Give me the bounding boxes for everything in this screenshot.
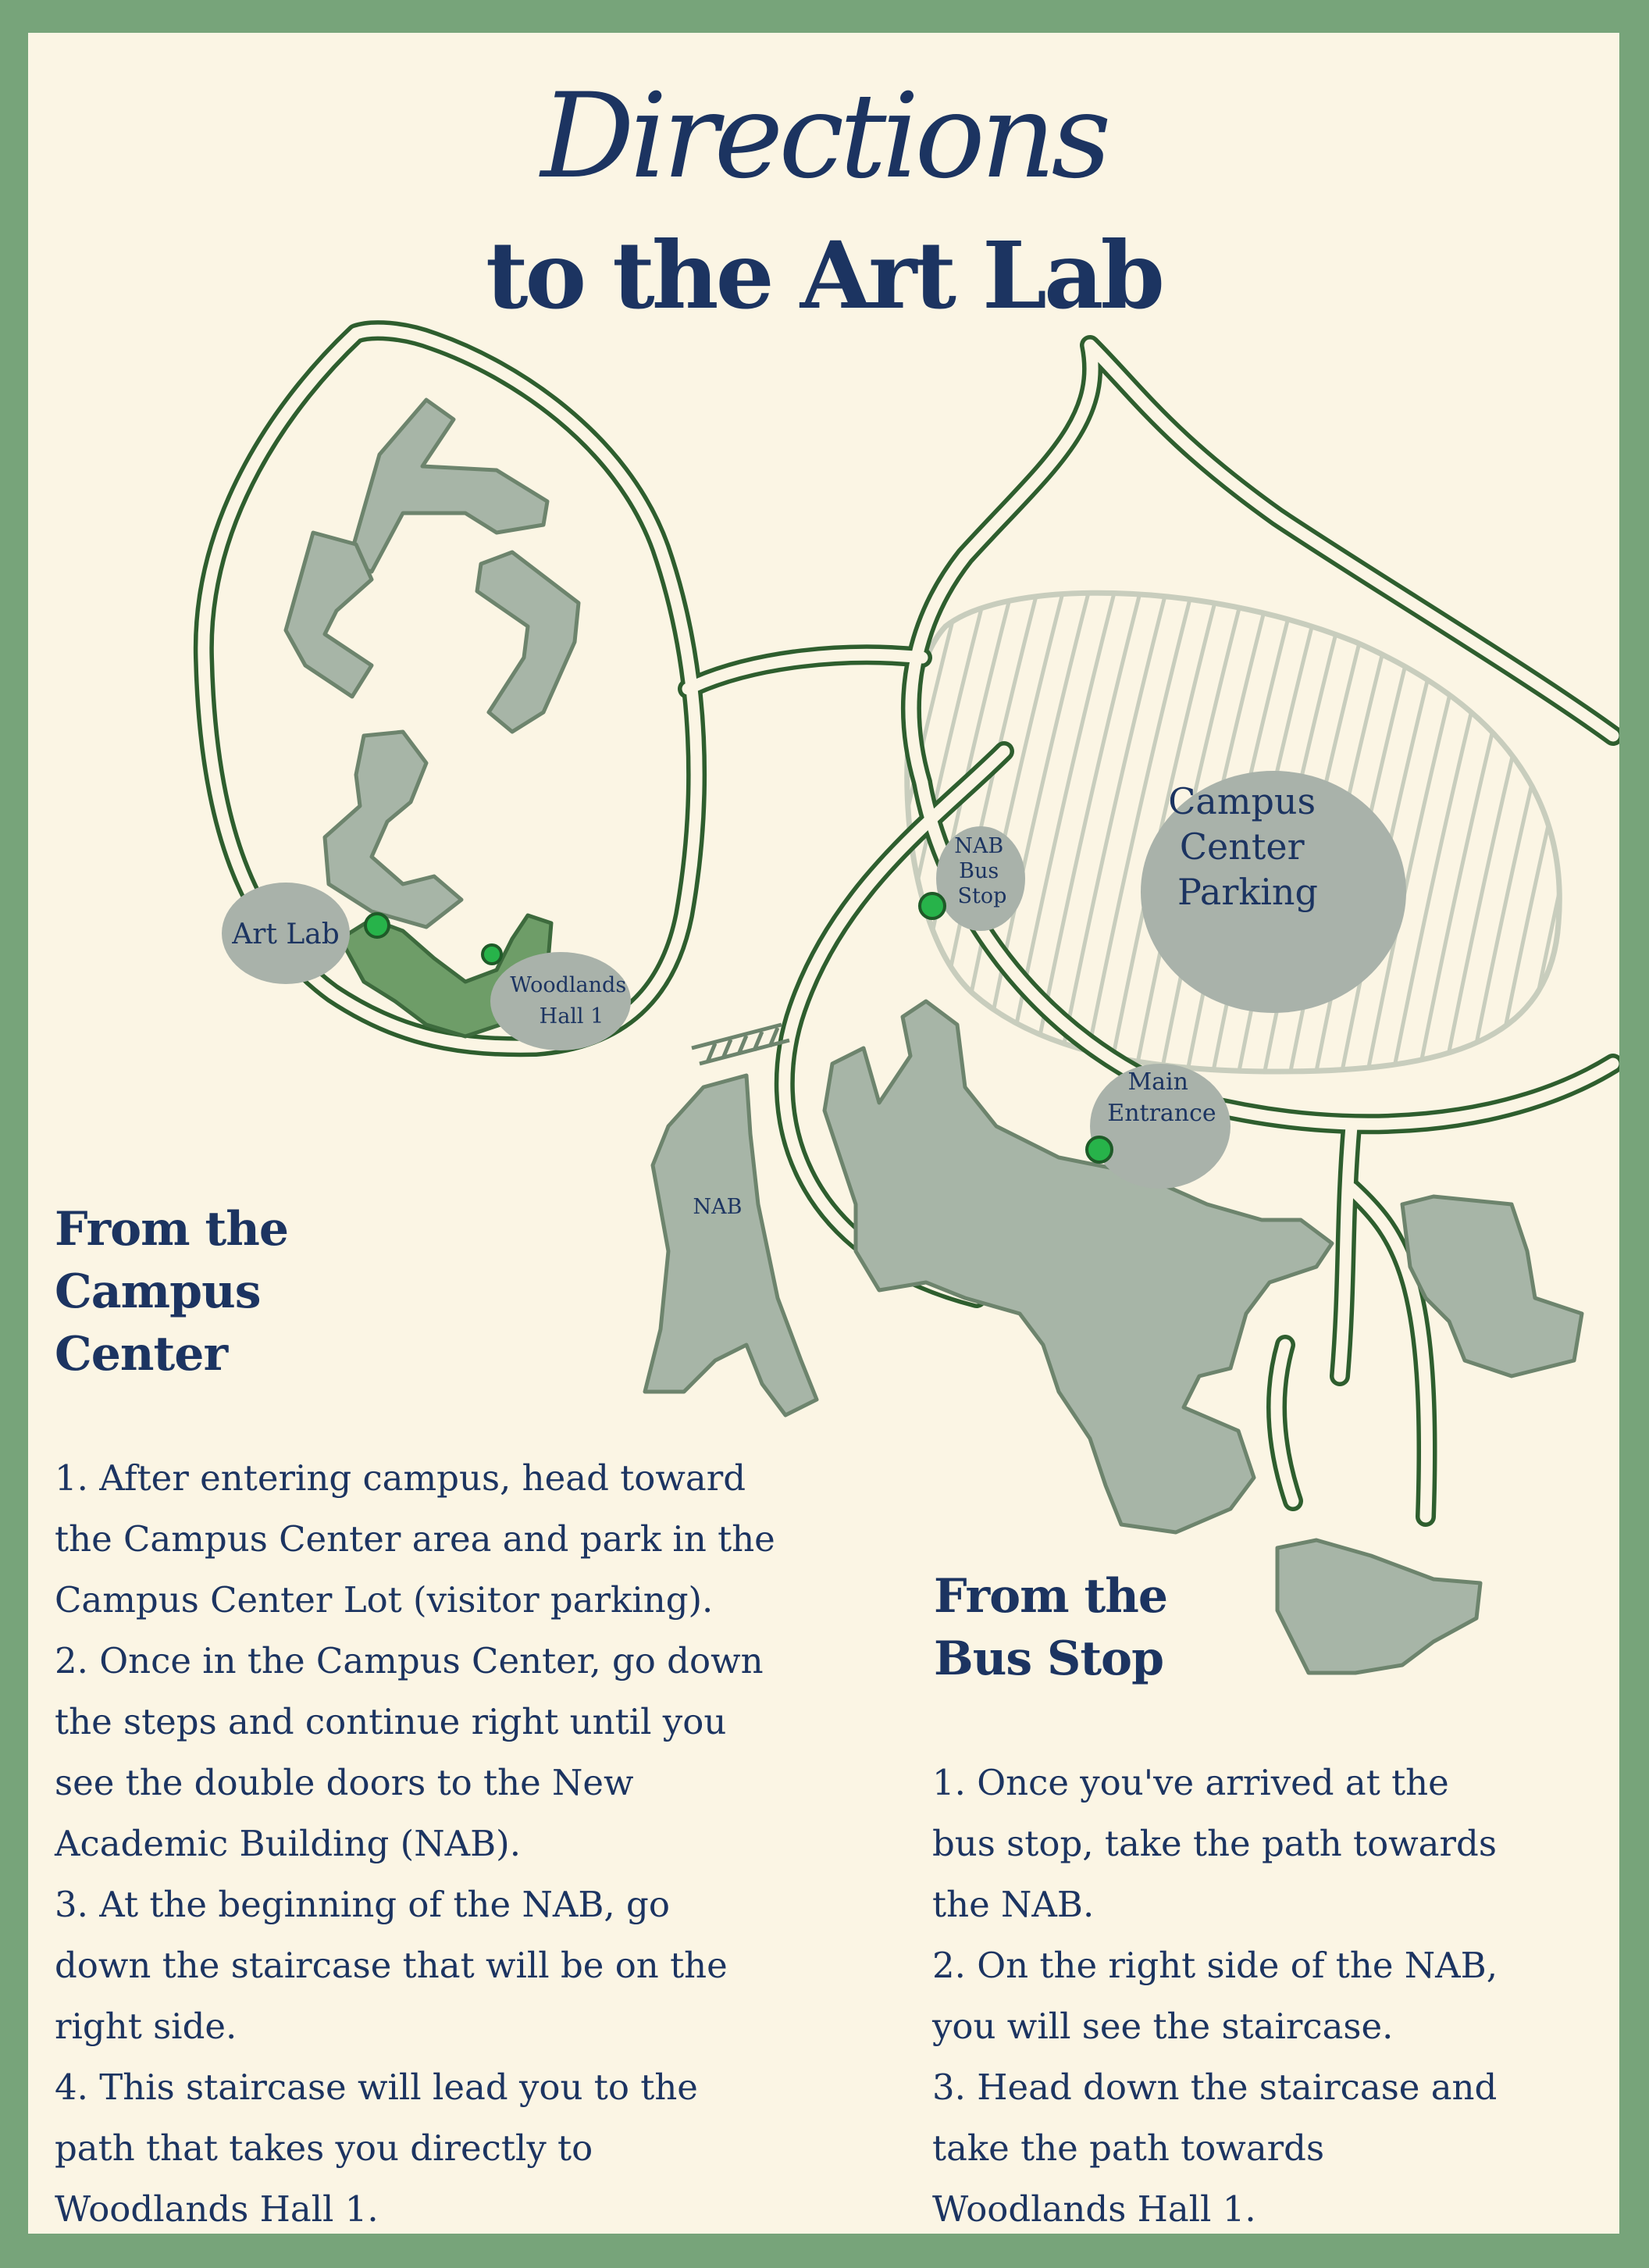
step-line: 4. This staircase will lead you to the <box>55 2067 698 2108</box>
step-line: Woodlands Hall 1. <box>55 2188 379 2230</box>
woodlands-hall-1-label: Woodlands Hall 1 <box>510 973 627 1029</box>
step-line: 1. After entering campus, head toward <box>55 1457 746 1499</box>
step-line: down the staircase that will be on the <box>55 1945 728 1986</box>
nab-staircase <box>692 1025 789 1064</box>
step-line: 3. Head down the staircase and <box>932 2067 1498 2108</box>
main-entrance-label: Main Entrance <box>1107 1068 1216 1127</box>
dorm-building-2 <box>286 533 372 697</box>
step-line: take the path towards <box>932 2127 1325 2169</box>
parking-stripe <box>1544 572 1619 1095</box>
dorm-building-1 <box>348 400 547 572</box>
title-directions: Directions <box>540 69 1107 205</box>
step-line: Campus Center Lot (visitor parking). <box>55 1579 714 1621</box>
parking-stripe <box>1569 572 1619 1095</box>
dorm-building-4 <box>325 732 461 927</box>
nab-bus-stop-marker <box>920 893 945 918</box>
campus-center-parking-label: Campus Center Parking <box>1168 780 1318 913</box>
step-line: the Campus Center area and park in the <box>55 1518 775 1560</box>
step-line: 3. At the beginning of the NAB, go <box>55 1884 670 1925</box>
step-line: path that takes you directly to <box>55 2127 593 2169</box>
step-line: see the double doors to the New <box>55 1762 634 1803</box>
step-line: Woodlands Hall 1. <box>932 2188 1256 2230</box>
step-line: right side. <box>55 2006 237 2047</box>
woodlands-hall-1-marker <box>483 945 501 964</box>
step-line: the steps and continue right until you <box>55 1701 727 1742</box>
step-line: the NAB. <box>932 1884 1095 1925</box>
step-line: 1. Once you've arrived at the <box>932 1762 1449 1803</box>
woodlands-hall-1-bubble <box>490 952 631 1050</box>
parking-stripe <box>1518 572 1619 1095</box>
nab-bus-stop-label: NAB Bus Stop <box>954 834 1007 908</box>
directions-poster <box>28 33 1619 2234</box>
main-entrance-marker <box>1087 1137 1112 1162</box>
art-lab-marker <box>365 914 389 937</box>
campus-center-building <box>824 1001 1332 1532</box>
step-line: Academic Building (NAB). <box>55 1823 522 1864</box>
step-line: 2. On the right side of the NAB, <box>932 1945 1498 1986</box>
bus-stop-steps <box>932 1753 1498 2234</box>
step-line: bus stop, take the path towards <box>932 1823 1497 1864</box>
southeast-building <box>1277 1540 1480 1673</box>
step-line: you will see the staircase. <box>932 2006 1394 2047</box>
title-art-lab: to the Art Lab <box>486 221 1162 330</box>
step-line: 2. Once in the Campus Center, go down <box>55 1640 764 1681</box>
campus-center-steps <box>55 1448 775 2234</box>
nab-label: NAB <box>693 1195 743 1219</box>
art-lab-label: Art Lab <box>232 918 340 950</box>
campus-center-heading: From the Campus Center <box>55 1202 289 1382</box>
dorm-building-3 <box>477 552 579 732</box>
parking-stripe <box>1595 572 1619 1095</box>
parking-stripe <box>1054 572 1171 1095</box>
bus-stop-heading: From the Bus Stop <box>934 1569 1168 1686</box>
